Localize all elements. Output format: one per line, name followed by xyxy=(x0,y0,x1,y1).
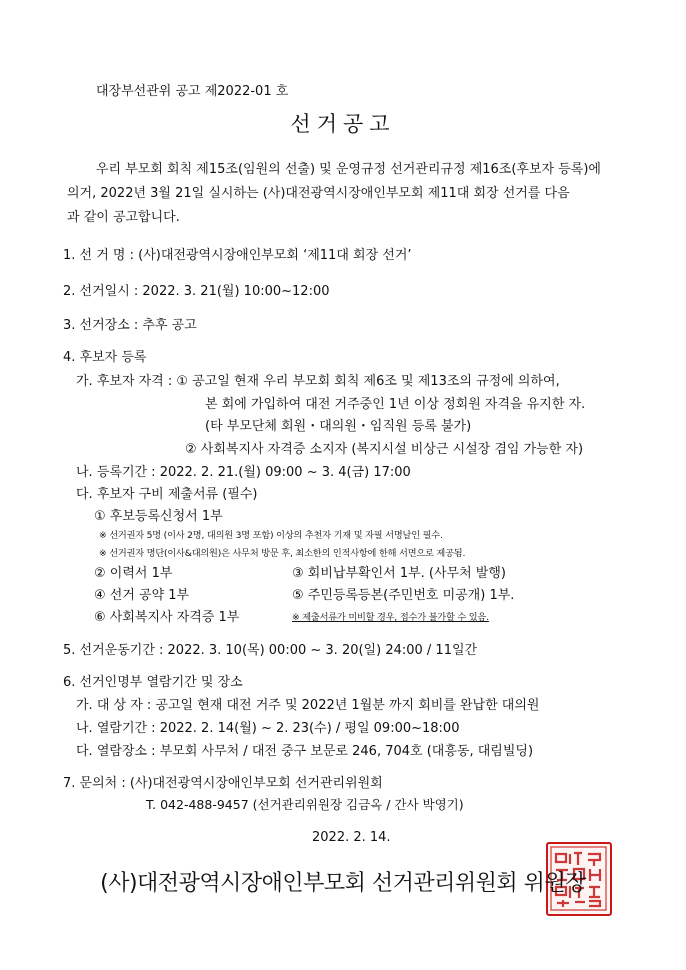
page-title: 선거공고 xyxy=(290,112,396,136)
section-campaign-period: 5. 선거운동기간 : 2022. 3. 10(목) 00:00 ~ 3. 20(일) 24:00 / 11일간 xyxy=(63,643,478,658)
issuer-signature: (사)대전광역시장애인부모회 선거관리위원회 위원장 xyxy=(100,871,586,896)
intro-line-1: 우리 부모회 회칙 제15조(임원의 선출) 및 운영규정 선거관리규정 제16조(후보자 등록)에 xyxy=(96,162,601,177)
registration-period: 나. 등록기간 : 2022. 2. 21.(월) 09:00 ~ 3. 4(금) 17:00 xyxy=(76,465,411,480)
intro-line-2: 의거, 2022년 3월 21일 실시하는 (사)대전광역시장애인부모회 제11대 회장 선거를 다음 xyxy=(67,186,570,201)
document-item-6: ⑥ 사회복지사 자격증 1부 xyxy=(94,610,240,625)
candidate-qualification: 가. 후보자 자격 : ① 공고일 현재 우리 부모회 회칙 제6조 및 제13조의 규정에 의하여, xyxy=(76,374,560,389)
document-note-2: ※ 선거권자 명단(이사&대의원)은 사무처 방문 후, 최소한의 인적사항에 한해 서면으로 제공됨. xyxy=(99,548,466,559)
required-documents-heading: 다. 후보자 구비 제출서류 (필수) xyxy=(76,487,258,502)
section-contact: 7. 문의처 : (사)대전광역시장애인부모회 선거관리위원회 xyxy=(63,776,383,791)
candidate-qualification-line-3: (타 부모단체 회원・대의원・임직원 등록 불가) xyxy=(205,419,472,434)
intro-line-3: 과 같이 공고합니다. xyxy=(67,210,180,225)
section-election-date: 2. 선거일시 : 2022. 3. 21(월) 10:00~12:00 xyxy=(63,284,330,299)
voter-list-period: 나. 열람기간 : 2022. 2. 14(월) ~ 2. 23(수) / 평일 09:00~18:00 xyxy=(76,721,460,736)
document-number: 대장부선관위 공고 제2022-01 호 xyxy=(96,84,289,99)
document-item-2: ② 이력서 1부 xyxy=(94,566,173,581)
voter-list-place: 다. 열람장소 : 부모회 사무처 / 대전 중구 보문로 246, 704호 (대흥동, 대림빌딩) xyxy=(76,744,534,759)
candidate-qualification-line-2: 본 회에 가입하여 대전 거주중인 1년 이상 정회원 자격을 유지한 자. xyxy=(205,397,586,412)
contact-phone: T. 042-488-9457 (선거관리위원장 김금옥 / 간사 박영기) xyxy=(146,797,464,812)
section-candidate-heading: 4. 후보자 등록 xyxy=(63,350,147,365)
document-item-5: ⑤ 주민등록등본(주민번호 미공개) 1부. xyxy=(292,588,515,603)
section-election-name: 1. 선 거 명 : (사)대전광역시장애인부모회 ‘제11대 회장 선거’ xyxy=(63,248,412,263)
document-warning-note: ※ 제출서류가 미비할 경우, 접수가 불가할 수 있음. xyxy=(292,612,489,623)
notice-date: 2022. 2. 14. xyxy=(312,830,391,845)
document-note-1: ※ 선거권자 5명 (이사 2명, 대의원 3명 포함) 이상의 추천자 기재 및 자필 서명날인 필수. xyxy=(99,530,443,541)
candidate-qualification-line-4: ② 사회복지사 자격증 소지자 (복지시설 비상근 시설장 겸임 가능한 자) xyxy=(185,442,584,457)
document-item-3: ③ 회비납부확인서 1부. (사무처 발행) xyxy=(292,566,506,581)
document-item-1: ① 후보등록신청서 1부 xyxy=(94,509,223,524)
voter-list-target: 가. 대 상 자 : 공고일 현재 대전 거주 및 2022년 1월분 까지 회비를 완납한 대의원 xyxy=(76,698,540,713)
document-item-4: ④ 선거 공약 1부 xyxy=(94,588,190,603)
section-voter-list-heading: 6. 선거인명부 열람기간 및 장소 xyxy=(63,675,243,690)
section-election-place: 3. 선거장소 : 추후 공고 xyxy=(63,318,197,333)
